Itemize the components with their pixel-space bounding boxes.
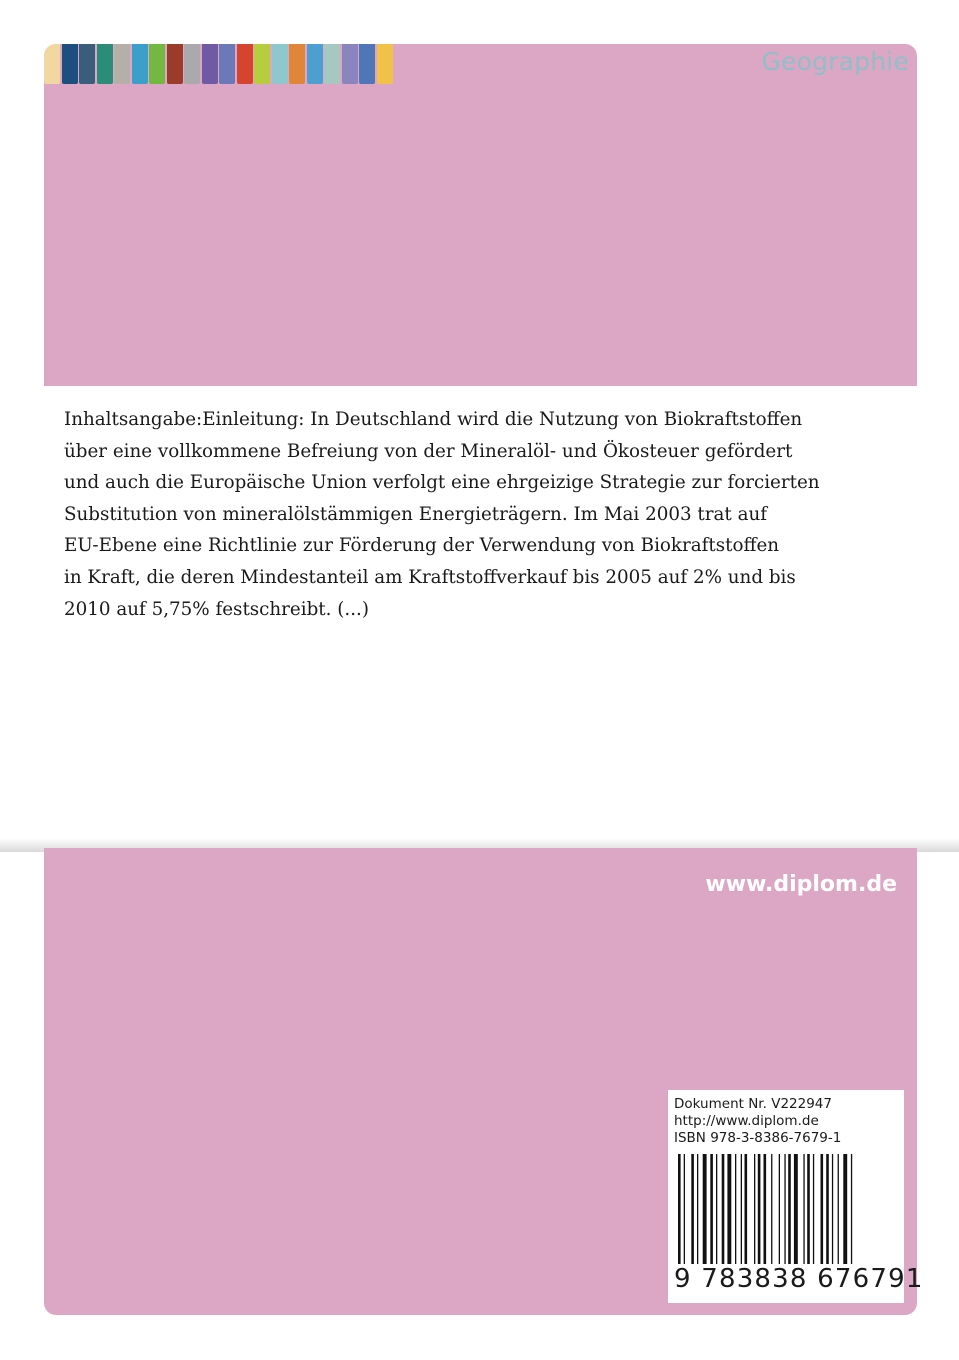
barcode-bar: [788, 1154, 791, 1264]
barcode-bar: [838, 1154, 839, 1264]
color-tab: [202, 44, 218, 84]
barcode-bar: [813, 1154, 814, 1264]
abstract-line: über eine vollkommene Befreiung von der Mineralöl- und Ökosteuer gefördert: [64, 440, 793, 462]
barcode-bar: [851, 1154, 852, 1264]
publisher-url: http://www.diplom.de: [674, 1113, 819, 1129]
barcode-bar: [716, 1154, 717, 1264]
isbn-label: ISBN 978-3-8386-7679-1: [674, 1130, 842, 1146]
abstract-line: 2010 auf 5,75% festschreibt. (...): [64, 598, 369, 620]
abstract-line: EU-Ebene eine Richtlinie zur Förderung der Verwendung von Biokraftstoffen: [64, 535, 780, 557]
color-tab: [149, 44, 165, 84]
barcode-bar: [678, 1154, 681, 1264]
color-tab: [254, 44, 270, 84]
abstract-text: [64, 404, 820, 625]
barcode-bar: [684, 1154, 685, 1264]
barcode-bar: [703, 1154, 707, 1264]
barcode-bar: [745, 1154, 748, 1264]
color-tab: [219, 44, 235, 84]
barcode-bar: [803, 1154, 804, 1264]
barcode-meta: [674, 1096, 841, 1147]
barcode-bar: [741, 1154, 742, 1264]
color-tab: [132, 44, 148, 84]
category-label: Geographie: [761, 47, 909, 76]
publisher-website: www.diplom.de: [705, 872, 897, 897]
cover-top-panel: [44, 44, 917, 386]
color-tab: [289, 44, 305, 84]
barcode-bar: [758, 1154, 761, 1264]
barcode-bar: [779, 1154, 780, 1264]
abstract-line: in Kraft, die deren Mindestanteil am Kraftstoffverkauf bis 2005 auf 2% und bis: [64, 566, 796, 588]
barcode-bar: [821, 1154, 824, 1264]
barcode-bar: [843, 1154, 847, 1264]
color-tab: [79, 44, 95, 84]
barcode-bar: [771, 1154, 772, 1264]
abstract-line: und auch die Europäische Union verfolgt eine ehrgeizige Strategie zur forcierten: [64, 472, 820, 494]
barcode-bar: [727, 1154, 731, 1264]
color-tab: [377, 44, 393, 84]
color-tab: [307, 44, 323, 84]
color-tab: [62, 44, 78, 84]
barcode-bar: [710, 1154, 713, 1264]
barcode-bar: [784, 1154, 785, 1264]
color-tab: [97, 44, 113, 84]
color-tabs: [44, 44, 394, 84]
barcode-bar: [832, 1154, 833, 1264]
barcode-icon: [678, 1154, 900, 1264]
barcode-bar: [754, 1154, 755, 1264]
barcode-bar: [722, 1154, 725, 1264]
barcode-bar: [807, 1154, 810, 1264]
color-tab: [324, 44, 340, 84]
color-tab: [167, 44, 183, 84]
barcode-bar: [697, 1154, 698, 1264]
cover-bottom-panel: [44, 848, 924, 1315]
color-tab: [114, 44, 130, 84]
barcode-box: [668, 1090, 924, 1303]
color-tab: [184, 44, 200, 84]
abstract-line: Inhaltsangabe:Einleitung: In Deutschland wird die Nutzung von Biokraftstoffen: [64, 409, 803, 430]
color-tab: [44, 44, 60, 84]
barcode-bar: [735, 1154, 736, 1264]
barcode-bar: [691, 1154, 694, 1264]
color-tab: [359, 44, 375, 84]
abstract-line: Substitution von mineralölstämmigen Energieträgern. Im Mai 2003 trat auf: [64, 503, 768, 525]
document-number: Dokument Nr. V222947: [674, 1096, 832, 1112]
color-tab: [272, 44, 288, 84]
color-tab: [237, 44, 253, 84]
barcode-bar: [794, 1154, 798, 1264]
barcode-bar: [764, 1154, 767, 1264]
barcode-bar: [826, 1154, 829, 1264]
isbn-number: 9 783838 676791: [674, 1264, 924, 1294]
color-tab: [342, 44, 358, 84]
